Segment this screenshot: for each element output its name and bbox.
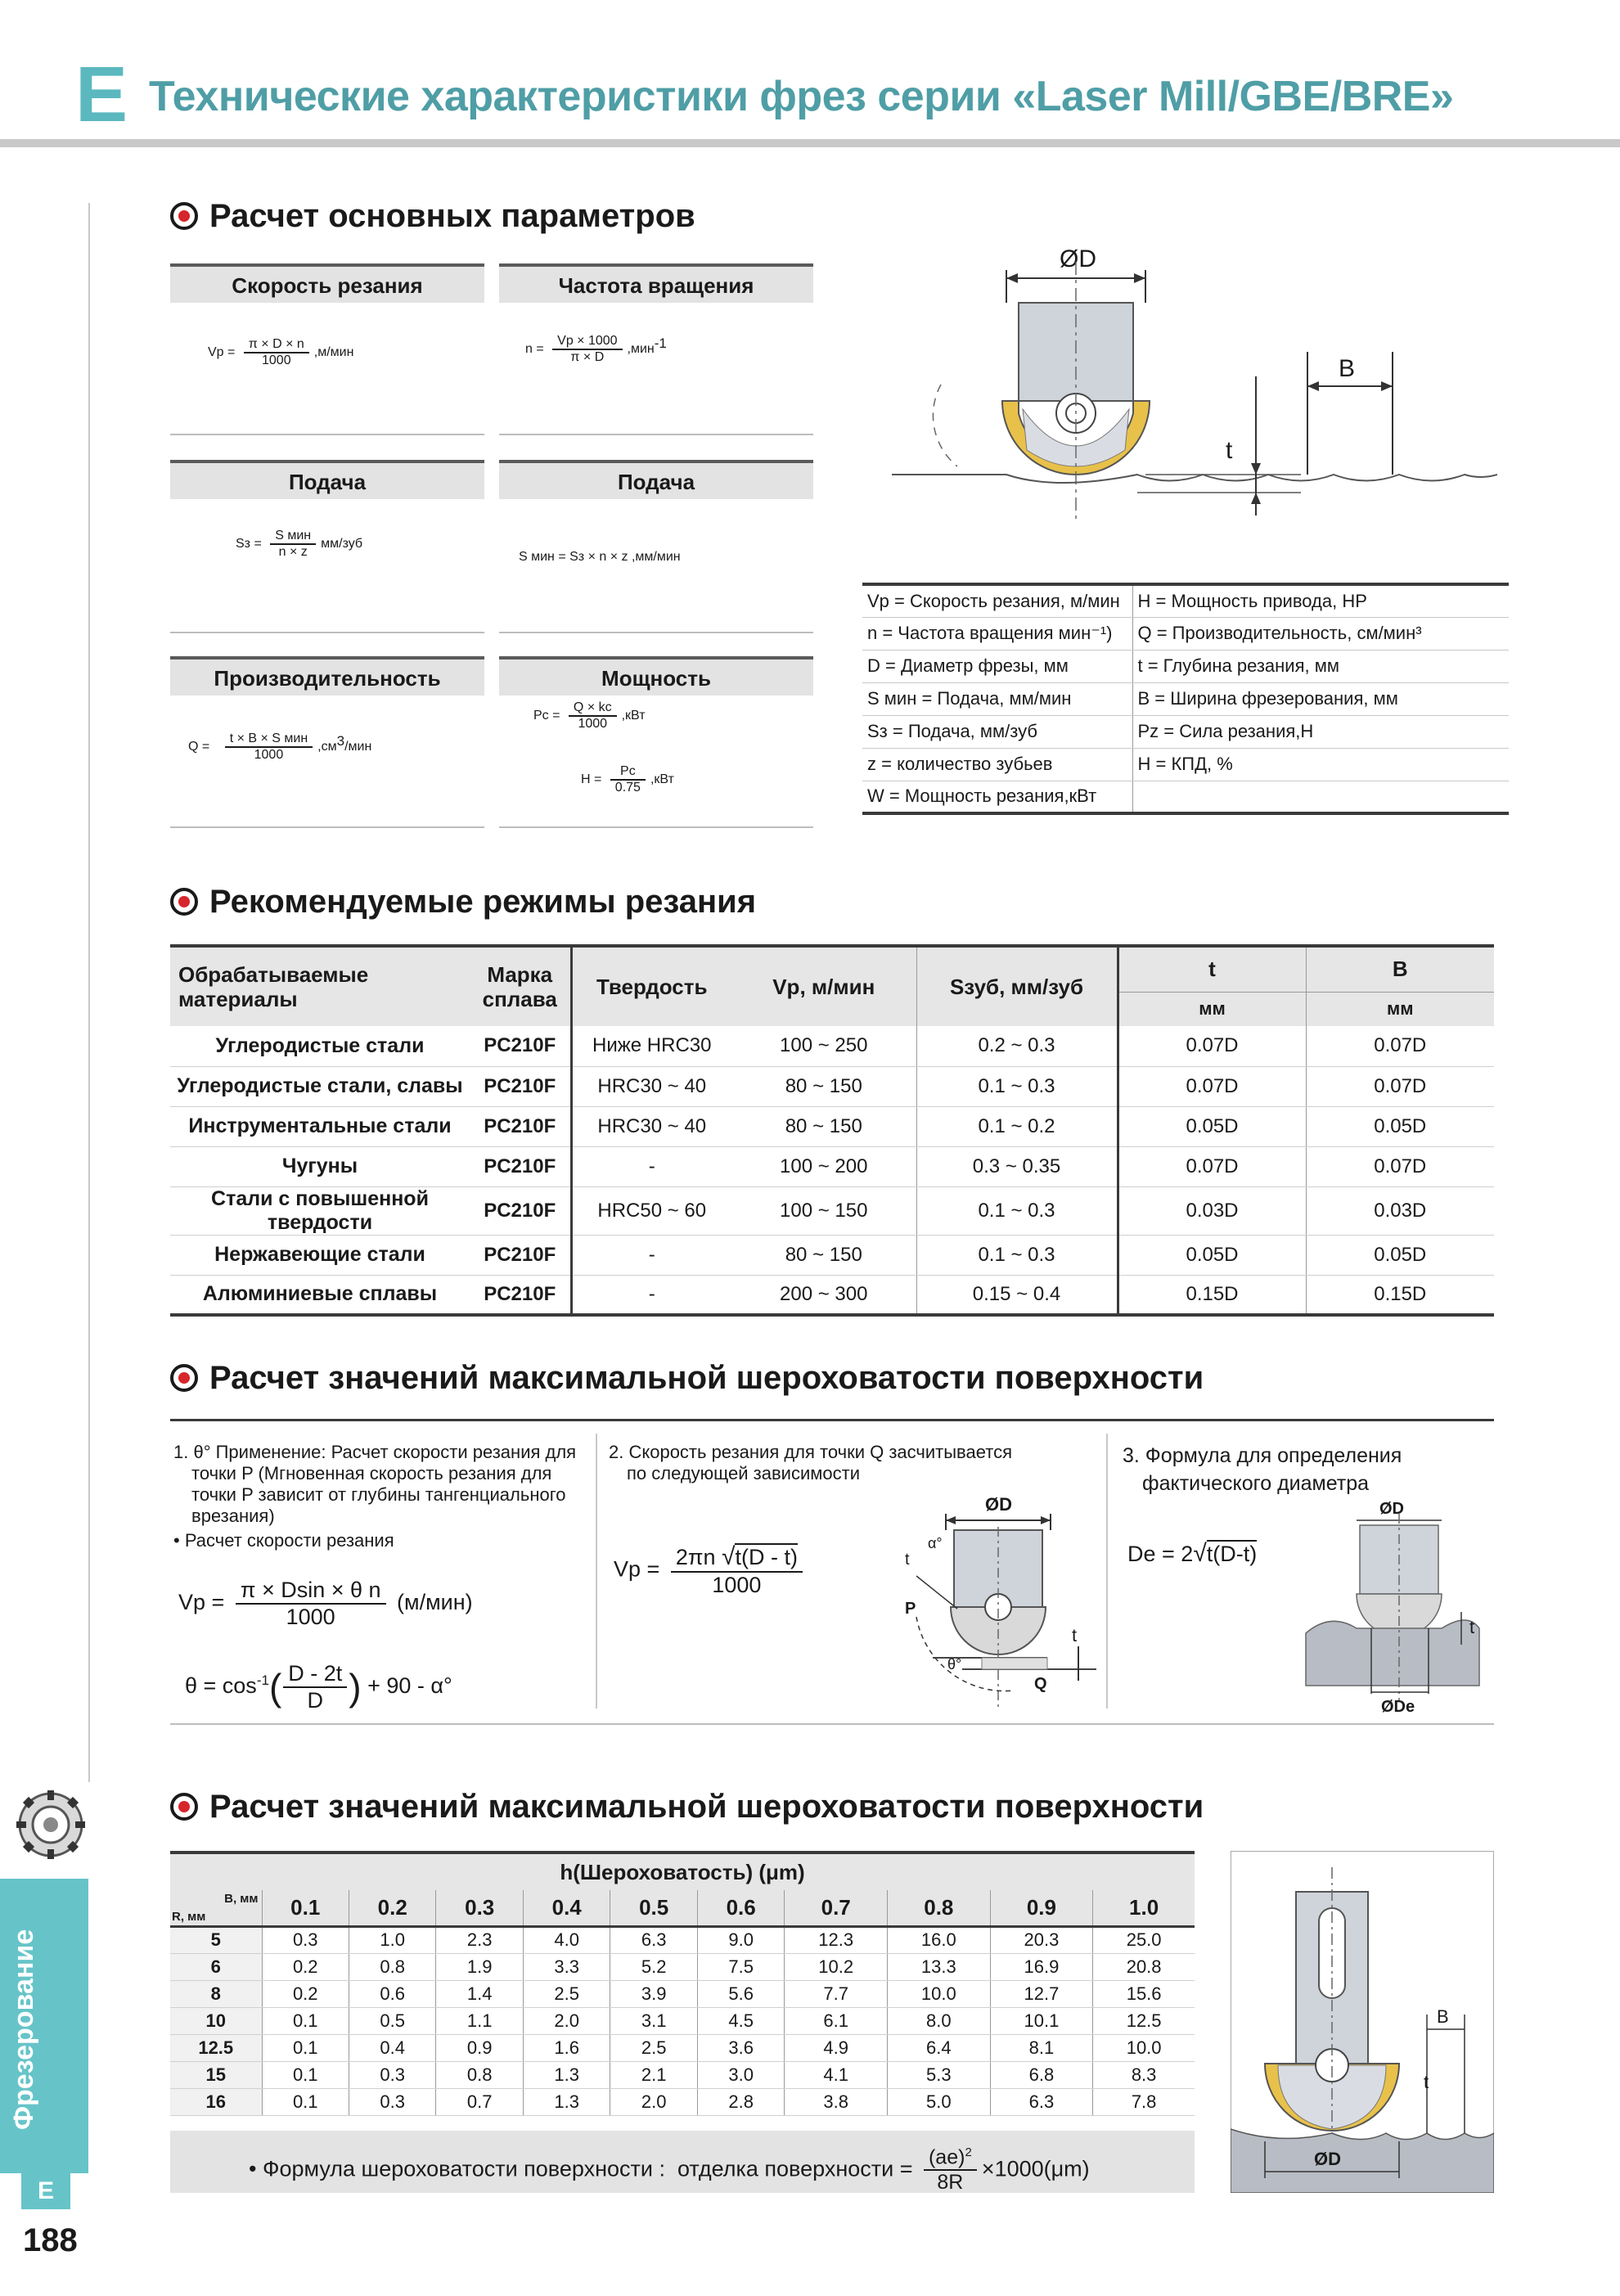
svg-text:B: B	[1437, 2006, 1449, 2027]
roughness-value: 1.6	[523, 2034, 610, 2061]
point-q-diagram	[884, 1486, 1105, 1708]
roughness-col-header: 0.8	[888, 1890, 991, 1926]
cell-b: 0.05D	[1306, 1235, 1494, 1275]
symbol-left: Sз = Подача, мм/зуб	[862, 715, 1132, 748]
roughness-value: 3.9	[610, 1980, 697, 2007]
roughness-value: 3.3	[523, 1953, 610, 1980]
cutting-row	[170, 1186, 1494, 1235]
section-letter: E	[75, 51, 128, 138]
cell-vp: 200 ~ 300	[731, 1275, 916, 1315]
roughness-row	[170, 2007, 1195, 2034]
roughness-value: 5.0	[888, 2088, 991, 2115]
cell-b: 0.15D	[1306, 1275, 1494, 1315]
cell-b: 0.03D	[1306, 1186, 1494, 1235]
symbol-right: H = Мощность привода, HP	[1132, 584, 1509, 617]
roughness-value: 0.1	[262, 2061, 349, 2088]
formula-box-feed-tooth	[170, 460, 484, 633]
roughness-value: 0.2	[262, 1980, 349, 2007]
roughness-value: 0.6	[349, 1980, 435, 2007]
cell-material: Углеродистые стали, славы	[170, 1066, 470, 1106]
symbol-right: H = КПД, %	[1132, 748, 1509, 781]
cutting-modes-table	[170, 944, 1494, 1317]
roughness-radius: 5	[170, 1926, 262, 1953]
cell-hardness: HRC30 ~ 40	[571, 1066, 731, 1106]
col-material: Обрабатываемые материалы	[170, 946, 470, 1026]
formula-box-rpm	[499, 263, 813, 435]
symbol-right: Q = Производительность, см/мин³	[1132, 617, 1509, 650]
cell-material: Углеродистые стали	[170, 1026, 470, 1066]
roughness-value: 2.0	[523, 2007, 610, 2034]
formula-title: Скорость резания	[170, 263, 484, 303]
roughness-value: 6.3	[610, 1926, 697, 1953]
roughness-row	[170, 2034, 1195, 2061]
roughness-value: 13.3	[888, 1953, 991, 1980]
roughness-value: 2.5	[610, 2034, 697, 2061]
col-b: B	[1306, 946, 1494, 992]
svg-text:t: t	[905, 1551, 910, 1569]
formula-box-power	[499, 656, 813, 828]
cutting-row	[170, 1275, 1494, 1315]
s3-col3-text: 3. Формула для определения фактического диаметра	[1123, 1444, 1402, 1495]
roughness-value: 10.1	[990, 2007, 1093, 2034]
cell-grade: PC210F	[470, 1106, 571, 1146]
cell-grade: PC210F	[470, 1026, 571, 1066]
roughness-col-header: 1.0	[1093, 1890, 1195, 1926]
roughness-value: 0.8	[436, 2061, 523, 2088]
roughness-value: 4.5	[697, 2007, 784, 2034]
roughness-value: 0.1	[262, 2034, 349, 2061]
cell-b: 0.07D	[1306, 1066, 1494, 1106]
cutting-row	[170, 1066, 1494, 1106]
roughness-col-header: 0.1	[262, 1890, 349, 1926]
cell-material: Нержавеющие стали	[170, 1235, 470, 1275]
s3-col2-text: 2. Скорость резания для точки Q засчитывается по следующей зависимости	[609, 1442, 1012, 1483]
roughness-value: 0.1	[262, 2088, 349, 2115]
cell-sz: 0.3 ~ 0.35	[916, 1146, 1118, 1186]
roughness-value: 16.0	[888, 1926, 991, 1953]
roughness-value: 12.5	[1093, 2007, 1195, 2034]
s3-col1-text: 1. θ° Применение: Расчет скорости резания для точки P (Мгновенная скорость резания для точки P зависит от глубины тангенциального врезания) • Расчет скорости резания	[173, 1442, 577, 1551]
roughness-value: 5.2	[610, 1953, 697, 1980]
symbol-row	[862, 748, 1509, 781]
roughness-value: 8.0	[888, 2007, 991, 2034]
formula-vp-q: Vp = $\frac{2\pi n √t(D - t)}{1000}$	[614, 1543, 808, 1598]
symbol-right	[1132, 781, 1509, 813]
roughness-value: 3.1	[610, 2007, 697, 2034]
formula-title: Частота вращения	[499, 263, 813, 303]
cell-grade: PC210F	[470, 1235, 571, 1275]
side-letter: E	[21, 2173, 70, 2209]
col-grade: Марка сплава	[470, 946, 571, 1026]
svg-text:P: P	[905, 1600, 916, 1618]
cell-sz: 0.1 ~ 0.3	[916, 1235, 1118, 1275]
cell-hardness: -	[571, 1146, 731, 1186]
formula-title: Мощность	[499, 656, 813, 696]
roughness-value: 10.2	[785, 1953, 888, 1980]
roughness-row	[170, 2061, 1195, 2088]
svg-text:Q: Q	[1034, 1675, 1047, 1693]
symbols-table	[862, 583, 1509, 815]
roughness-col-header: 0.6	[697, 1890, 784, 1926]
roughness-diagram	[1231, 1851, 1494, 2193]
roughness-value: 0.2	[262, 1953, 349, 1980]
cell-t: 0.03D	[1118, 1186, 1306, 1235]
symbol-row	[862, 682, 1509, 715]
cutting-row	[170, 1235, 1494, 1275]
col-hardness: Твердость	[571, 946, 731, 1026]
symbol-left: n = Частота вращения мин⁻¹)	[862, 617, 1132, 650]
formula-rpm: n = $\frac{Vp \times 1000}{\pi \times D}$ ,мин$^{-1}$	[525, 334, 667, 364]
section-heading-basic-params: Расчет основных параметров	[170, 198, 695, 235]
cell-material: Инструментальные стали	[170, 1106, 470, 1146]
roughness-radius: 15	[170, 2061, 262, 2088]
symbol-left: Vp = Скорость резания, м/мин	[862, 584, 1132, 617]
roughness-row	[170, 1953, 1195, 1980]
formula-productivity: Q = $\frac{\text{t × B × S мин}}{1000}$ $,см^3$/мин	[188, 732, 372, 762]
roughness-radius: 12.5	[170, 2034, 262, 2061]
cutting-row	[170, 1146, 1494, 1186]
roughness-row	[170, 1926, 1195, 1953]
roughness-value: 0.9	[436, 2034, 523, 2061]
roughness-value: 6.4	[888, 2034, 991, 2061]
roughness-row	[170, 1980, 1195, 2007]
roughness-col-header: 0.9	[990, 1890, 1093, 1926]
column-divider	[1106, 1434, 1108, 1708]
svg-text:ØDe: ØDe	[1381, 1698, 1415, 1716]
cell-grade: PC210F	[470, 1066, 571, 1106]
roughness-value: 5.3	[888, 2061, 991, 2088]
roughness-value: 3.6	[697, 2034, 784, 2061]
milling-cutter-icon	[15, 1789, 87, 1861]
roughness-radius: 16	[170, 2088, 262, 2115]
cell-grade: PC210F	[470, 1186, 571, 1235]
roughness-value: 0.7	[436, 2088, 523, 2115]
roughness-row	[170, 2088, 1195, 2115]
cell-vp: 100 ~ 200	[731, 1146, 916, 1186]
symbol-left: W = Мощность резания,кВт	[862, 781, 1132, 813]
cell-material: Алюминиевые сплавы	[170, 1275, 470, 1315]
symbol-right: t = Глубина резания, мм	[1132, 650, 1509, 682]
cell-vp: 80 ~ 150	[731, 1235, 916, 1275]
roughness-radius: 10	[170, 2007, 262, 2034]
formula-title: Производительность	[170, 656, 484, 696]
svg-text:t: t	[1469, 1617, 1475, 1637]
cell-t: 0.07D	[1118, 1146, 1306, 1186]
cell-sz: 0.2 ~ 0.3	[916, 1026, 1118, 1066]
col-t: t	[1118, 946, 1306, 992]
cell-b: 0.05D	[1306, 1106, 1494, 1146]
side-tab-label: Фрезерование	[8, 1929, 39, 2130]
col-vp: Vp, м/мин	[731, 946, 916, 1026]
formula-speed: Vp = $\frac{\pi \times D \times n}{1000}$ ,м/мин	[208, 337, 354, 367]
cell-sz: 0.1 ~ 0.3	[916, 1066, 1118, 1106]
col-b-unit: мм	[1306, 992, 1494, 1026]
roughness-value: 2.1	[610, 2061, 697, 2088]
cell-grade: PC210F	[470, 1146, 571, 1186]
formula-box-speed	[170, 263, 484, 435]
cell-vp: 80 ~ 150	[731, 1106, 916, 1146]
roughness-value: 16.9	[990, 1953, 1093, 1980]
roughness-col-header: 0.7	[785, 1890, 888, 1926]
svg-text:θ°: θ°	[947, 1656, 962, 1672]
roughness-radius: 6	[170, 1953, 262, 1980]
roughness-table	[170, 1851, 1195, 2116]
roughness-value: 7.8	[1093, 2088, 1195, 2115]
svg-text:α°: α°	[928, 1535, 943, 1551]
roughness-value: 7.7	[785, 1980, 888, 2007]
cell-vp: 80 ~ 150	[731, 1066, 916, 1106]
cell-vp: 100 ~ 250	[731, 1026, 916, 1066]
roughness-value: 1.1	[436, 2007, 523, 2034]
cell-t: 0.15D	[1118, 1275, 1306, 1315]
width-label: B	[1339, 355, 1356, 382]
symbol-left: D = Диаметр фрезы, мм	[862, 650, 1132, 682]
svg-text:ØD: ØD	[1314, 2149, 1341, 2169]
symbol-row	[862, 617, 1509, 650]
roughness-radius: 8	[170, 1980, 262, 2007]
formula-de: De = 2√t(D-t)	[1127, 1540, 1258, 1567]
section-heading-roughness-calc: Расчет значений максимальной шероховатости поверхности	[170, 1360, 1204, 1397]
formula-vp-theta: Vp = $\frac{\text{π × Dsin × θ n}}{1000}$ (м/мин)	[178, 1578, 473, 1629]
cell-material: Чугуны	[170, 1146, 470, 1186]
svg-text:t: t	[1072, 1625, 1078, 1645]
roughness-value: 3.0	[697, 2061, 784, 2088]
roughness-value: 0.3	[349, 2088, 435, 2115]
page-number: 188	[23, 2222, 78, 2258]
cell-vp: 100 ~ 150	[731, 1186, 916, 1235]
roughness-value: 3.8	[785, 2088, 888, 2115]
symbol-row	[862, 781, 1509, 813]
roughness-value: 5.6	[697, 1980, 784, 2007]
roughness-value: 6.3	[990, 2088, 1093, 2115]
section-rule	[170, 1419, 1494, 1421]
formula-title: Подача	[499, 460, 813, 499]
roughness-value: 9.0	[697, 1926, 784, 1953]
cutting-row	[170, 1026, 1494, 1066]
roughness-formula-bar	[170, 2131, 1195, 2193]
roughness-value: 0.3	[349, 2061, 435, 2088]
roughness-value: 1.3	[523, 2061, 610, 2088]
roughness-value: 10.0	[888, 1980, 991, 2007]
formula-power-pc: Pc = $\frac{Q \times kc}{1000}$ ,кВт	[533, 700, 646, 731]
cell-hardness: -	[571, 1275, 731, 1315]
roughness-value: 12.7	[990, 1980, 1093, 2007]
roughness-value: 20.8	[1093, 1953, 1195, 1980]
symbol-right: Pz = Сила резания,H	[1132, 715, 1509, 748]
cell-material: Стали с повышенной твердости	[170, 1186, 470, 1235]
column-divider	[596, 1434, 597, 1708]
section-heading-roughness-table: Расчет значений максимальной шероховатости поверхности	[170, 1789, 1204, 1826]
cell-hardness: Ниже HRC30	[571, 1026, 731, 1066]
cell-sz: 0.15 ~ 0.4	[916, 1275, 1118, 1315]
roughness-value: 1.9	[436, 1953, 523, 1980]
roughness-value: 10.0	[1093, 2034, 1195, 2061]
cell-t: 0.05D	[1118, 1235, 1306, 1275]
roughness-value: 1.0	[349, 1926, 435, 1953]
roughness-col-header: 0.5	[610, 1890, 697, 1926]
cell-t: 0.07D	[1118, 1066, 1306, 1106]
roughness-formula: • Формула шероховатости поверхности : отделка поверхности = $\frac{(ae)^2}{8R}$ ×1000(μm)	[249, 2145, 1090, 2195]
roughness-value: 2.5	[523, 1980, 610, 2007]
roughness-value: 6.1	[785, 2007, 888, 2034]
formula-box-productivity	[170, 656, 484, 828]
roughness-value: 1.3	[523, 2088, 610, 2115]
bullet-icon	[170, 1793, 198, 1821]
svg-text:ØD: ØD	[985, 1494, 1012, 1515]
section-rule	[170, 1723, 1494, 1725]
section-heading-cutting-modes: Рекомендуемые режимы резания	[170, 884, 756, 921]
cutting-row	[170, 1106, 1494, 1146]
roughness-col-header: 0.4	[523, 1890, 610, 1926]
symbol-right: B = Ширина фрезерования, мм	[1132, 682, 1509, 715]
roughness-value: 0.3	[262, 1926, 349, 1953]
ball-mill-diagram	[892, 237, 1497, 548]
side-rule	[88, 203, 90, 1782]
cell-t: 0.05D	[1118, 1106, 1306, 1146]
roughness-value: 0.8	[349, 1953, 435, 1980]
symbol-left: z = количество зубьев	[862, 748, 1132, 781]
formula-theta: $\theta = \cos^{-1}$( $\frac{D - 2t}{D}$ ) + 90 - α°	[185, 1661, 452, 1713]
roughness-value: 6.8	[990, 2061, 1093, 2088]
roughness-value: 20.3	[990, 1926, 1093, 1953]
roughness-value: 8.3	[1093, 2061, 1195, 2088]
symbol-left: S мин = Подача, мм/мин	[862, 682, 1132, 715]
bullet-icon	[170, 888, 198, 916]
roughness-value: 2.3	[436, 1926, 523, 1953]
bullet-icon	[170, 202, 198, 230]
diameter-label: ØD	[1060, 245, 1096, 272]
cell-grade: PC210F	[470, 1275, 571, 1315]
roughness-value: 1.4	[436, 1980, 523, 2007]
roughness-value: 0.5	[349, 2007, 435, 2034]
roughness-caption: h(Шероховатость) (μm)	[170, 1853, 1195, 1890]
col-sz: Sзуб, мм/зуб	[916, 946, 1118, 1026]
roughness-value: 25.0	[1093, 1926, 1195, 1953]
col-t-unit: мм	[1118, 992, 1306, 1026]
roughness-value: 7.5	[697, 1953, 784, 1980]
roughness-col-header: 0.3	[436, 1890, 523, 1926]
roughness-value: 4.1	[785, 2061, 888, 2088]
svg-text:t: t	[1424, 2072, 1429, 2092]
cell-sz: 0.1 ~ 0.3	[916, 1186, 1118, 1235]
bullet-icon	[170, 1364, 198, 1392]
roughness-value: 0.4	[349, 2034, 435, 2061]
formula-feed-tooth: Sз = $\frac{\text{S мин}}{n \times z}$ мм/зуб	[236, 529, 363, 559]
roughness-value: 15.6	[1093, 1980, 1195, 2007]
cell-t: 0.07D	[1118, 1026, 1306, 1066]
formula-power-h: H = $\frac{Pc}{0.75}$ ,кВт	[581, 764, 674, 795]
symbol-row	[862, 715, 1509, 748]
roughness-col-header: 0.2	[349, 1890, 435, 1926]
roughness-value: 4.0	[523, 1926, 610, 1953]
formula-box-feed-min	[499, 460, 813, 633]
roughness-value: 4.9	[785, 2034, 888, 2061]
cell-hardness: HRC30 ~ 40	[571, 1106, 731, 1146]
formula-title: Подача	[170, 460, 484, 499]
roughness-value: 2.8	[697, 2088, 784, 2115]
svg-text:ØD: ØD	[1379, 1500, 1404, 1518]
cell-hardness: -	[571, 1235, 731, 1275]
symbol-row	[862, 584, 1509, 617]
effective-diameter-diagram	[1298, 1497, 1494, 1718]
cell-hardness: HRC50 ~ 60	[571, 1186, 731, 1235]
cell-b: 0.07D	[1306, 1146, 1494, 1186]
roughness-value: 2.0	[610, 2088, 697, 2115]
roughness-value: 8.1	[990, 2034, 1093, 2061]
roughness-value: 0.1	[262, 2007, 349, 2034]
header-rule	[0, 139, 1620, 147]
page-title: Технические характеристики фрез серии «Laser Mill/GBE/BRE»	[149, 73, 1454, 120]
formula-feed-min: S мин = Sз × n × z ,мм/мин	[519, 550, 681, 564]
roughness-value: 12.3	[785, 1926, 888, 1953]
symbol-row	[862, 650, 1509, 682]
cell-b: 0.07D	[1306, 1026, 1494, 1066]
cell-sz: 0.1 ~ 0.2	[916, 1106, 1118, 1146]
roughness-corner: B, мм R, мм	[170, 1890, 262, 1926]
depth-label: t	[1226, 437, 1233, 464]
